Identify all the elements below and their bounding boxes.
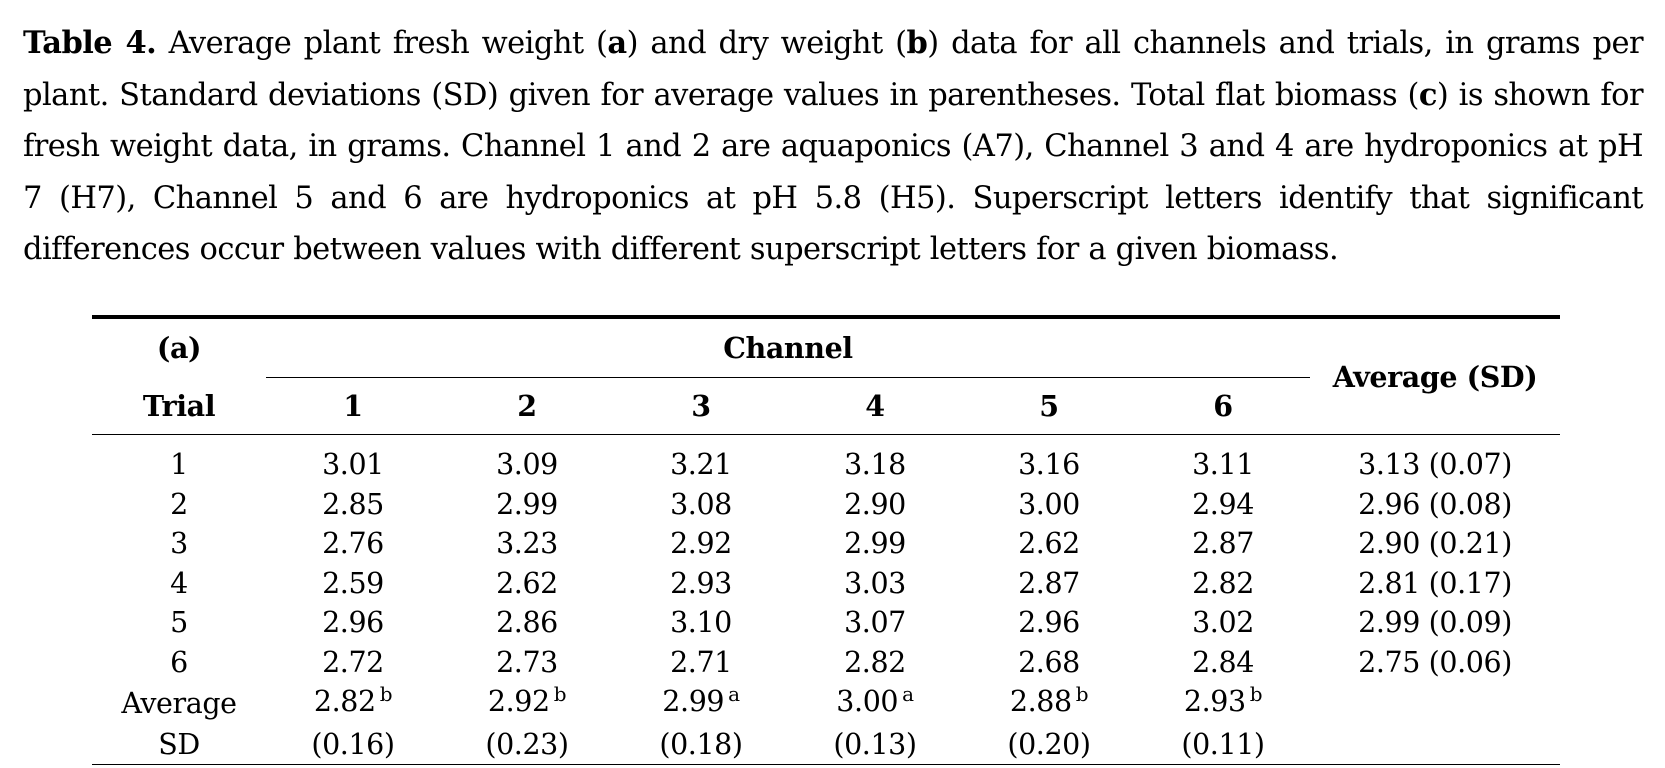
significance-letter: a [902, 682, 914, 706]
value-cell: 2.87 [1018, 566, 1080, 600]
value-cell: 3.01 [322, 448, 384, 481]
value-cell: 2.90 [844, 487, 906, 521]
channel-average-value: 2.93 [1183, 685, 1246, 718]
value-cell: 3.11 [1192, 448, 1254, 481]
value-cell: 2.99 [496, 487, 558, 521]
table-row [92, 435, 1560, 485]
caption-text-3: ) data for all channels and trials, in grams per plant. Standard deviations (SD) given for average values in parentheses. Total flat biomass ( [23, 26, 1644, 113]
caption-bold-a: a [607, 25, 627, 61]
value-cell: 2.82 [1192, 566, 1254, 600]
value-cell: 2.96 [322, 606, 384, 639]
value-cell: 3.16 [1018, 448, 1080, 481]
value-cell: 2.92 [670, 527, 732, 560]
value-cell: 3.02 [1192, 606, 1254, 639]
value-cell: 2.68 [1018, 645, 1080, 679]
trial-header: Trial [92, 378, 266, 435]
channel-average-cell [614, 682, 788, 725]
caption-bold-c: c [1418, 76, 1437, 113]
trial-cell: 5 [170, 606, 188, 639]
value-cell: 3.00 [1018, 487, 1080, 521]
value-cell: 2.85 [322, 487, 384, 521]
channel-sd-cell: (0.18) [659, 727, 743, 761]
value-cell: 2.73 [496, 645, 558, 679]
value-cell: 3.08 [670, 487, 732, 521]
value-cell: 2.71 [670, 645, 732, 679]
empty-cell [1310, 682, 1560, 725]
value-cell: 3.07 [844, 606, 906, 639]
empty-cell [1310, 725, 1560, 765]
value-cell: 2.99 [844, 527, 906, 560]
value-cell: 2.82 [844, 645, 906, 679]
trial-cell: 4 [170, 566, 188, 600]
value-cell: 3.10 [670, 606, 732, 639]
value-cell: 2.84 [1192, 645, 1254, 679]
value-cell: 2.59 [322, 566, 384, 600]
significance-letter: a [728, 682, 740, 706]
channel-average-value: 2.92 [487, 685, 550, 718]
caption-text-1: Average plant fresh weight ( [156, 26, 608, 61]
caption-text-2: ) and dry weight ( [626, 26, 907, 61]
value-cell: 3.03 [844, 566, 906, 600]
significance-letter: b [553, 682, 567, 706]
row-average-cell: 2.99 (0.09) [1358, 606, 1512, 639]
header-row-1 [92, 317, 1560, 378]
table-row [92, 643, 1560, 683]
trial-cell: 1 [170, 448, 188, 481]
fresh-weight-table [92, 315, 1560, 765]
row-average-cell: 2.81 (0.17) [1358, 566, 1512, 600]
value-cell: 2.62 [496, 566, 558, 600]
channel-average-cell [440, 682, 614, 725]
value-cell: 2.94 [1192, 487, 1254, 521]
row-average-cell: 2.90 (0.21) [1358, 527, 1512, 560]
caption-label: Table 4. [23, 25, 157, 61]
trial-cell: 6 [170, 645, 188, 679]
value-cell: 2.76 [322, 527, 384, 560]
table-row [92, 524, 1560, 564]
value-cell: 2.87 [1192, 527, 1254, 560]
channel-average-value: 2.82 [313, 685, 376, 718]
significance-letter: b [1075, 682, 1089, 706]
value-cell: 2.93 [670, 566, 732, 600]
value-cell: 3.18 [844, 448, 906, 481]
channel-col-header: 1 [266, 378, 440, 435]
channel-average-value: 3.00 [836, 685, 899, 718]
channel-average-row [92, 682, 1560, 725]
sd-label: SD [158, 727, 200, 761]
row-average-cell: 2.75 (0.06) [1358, 645, 1512, 679]
trial-cell: 2 [170, 487, 188, 521]
channel-average-cell [788, 682, 962, 725]
average-sd-header: Average (SD) [1310, 317, 1560, 435]
table-row [92, 603, 1560, 643]
channel-sd-cell: (0.13) [833, 727, 917, 761]
channel-average-cell [266, 682, 440, 725]
channel-sd-cell: (0.11) [1181, 727, 1265, 761]
channel-sd-cell: (0.23) [485, 727, 569, 761]
channel-average-value: 2.99 [662, 685, 725, 718]
value-cell: 3.09 [496, 448, 558, 481]
channel-sd-cell: (0.16) [311, 727, 395, 761]
significance-letter: b [1249, 682, 1263, 706]
row-average-cell: 3.13 (0.07) [1358, 448, 1512, 481]
channel-average-cell [962, 682, 1136, 725]
value-cell: 3.21 [670, 448, 732, 481]
section-label: (a) [156, 331, 202, 366]
channel-header: Channel [266, 317, 1310, 378]
caption-bold-b: b [906, 25, 928, 61]
channel-col-header: 6 [1136, 378, 1310, 435]
significance-letter: b [379, 682, 393, 706]
value-cell: 2.62 [1018, 527, 1080, 560]
channel-sd-cell: (0.20) [1007, 727, 1091, 761]
table-row [92, 564, 1560, 604]
channel-average-value: 2.88 [1009, 685, 1072, 718]
channel-average-cell [1136, 682, 1310, 725]
table-caption [23, 18, 1643, 276]
data-table-wrapper [92, 315, 1560, 765]
channel-sd-row [92, 725, 1560, 765]
value-cell: 2.72 [322, 645, 384, 679]
trial-cell: 3 [170, 527, 188, 560]
value-cell: 3.23 [496, 527, 558, 560]
value-cell: 2.96 [1018, 606, 1080, 639]
value-cell: 2.86 [496, 606, 558, 639]
channel-col-header: 4 [788, 378, 962, 435]
channel-col-header: 3 [614, 378, 788, 435]
channel-col-header: 2 [440, 378, 614, 435]
caption-text-4: ) is shown for fresh weight data, in grams. Channel 1 and 2 are aquaponics (A7), Channel 3 and 4 are hydroponics at pH 7 (H7), Channel 5 and 6 are hydroponics at pH 5.8 (H5). Superscript letters identify that significant differences occur between values with different superscript letters for a given biomass. [23, 77, 1643, 267]
table-row [92, 485, 1560, 525]
average-label: Average [121, 686, 237, 720]
channel-col-header: 5 [962, 378, 1136, 435]
row-average-cell: 2.96 (0.08) [1358, 487, 1512, 521]
